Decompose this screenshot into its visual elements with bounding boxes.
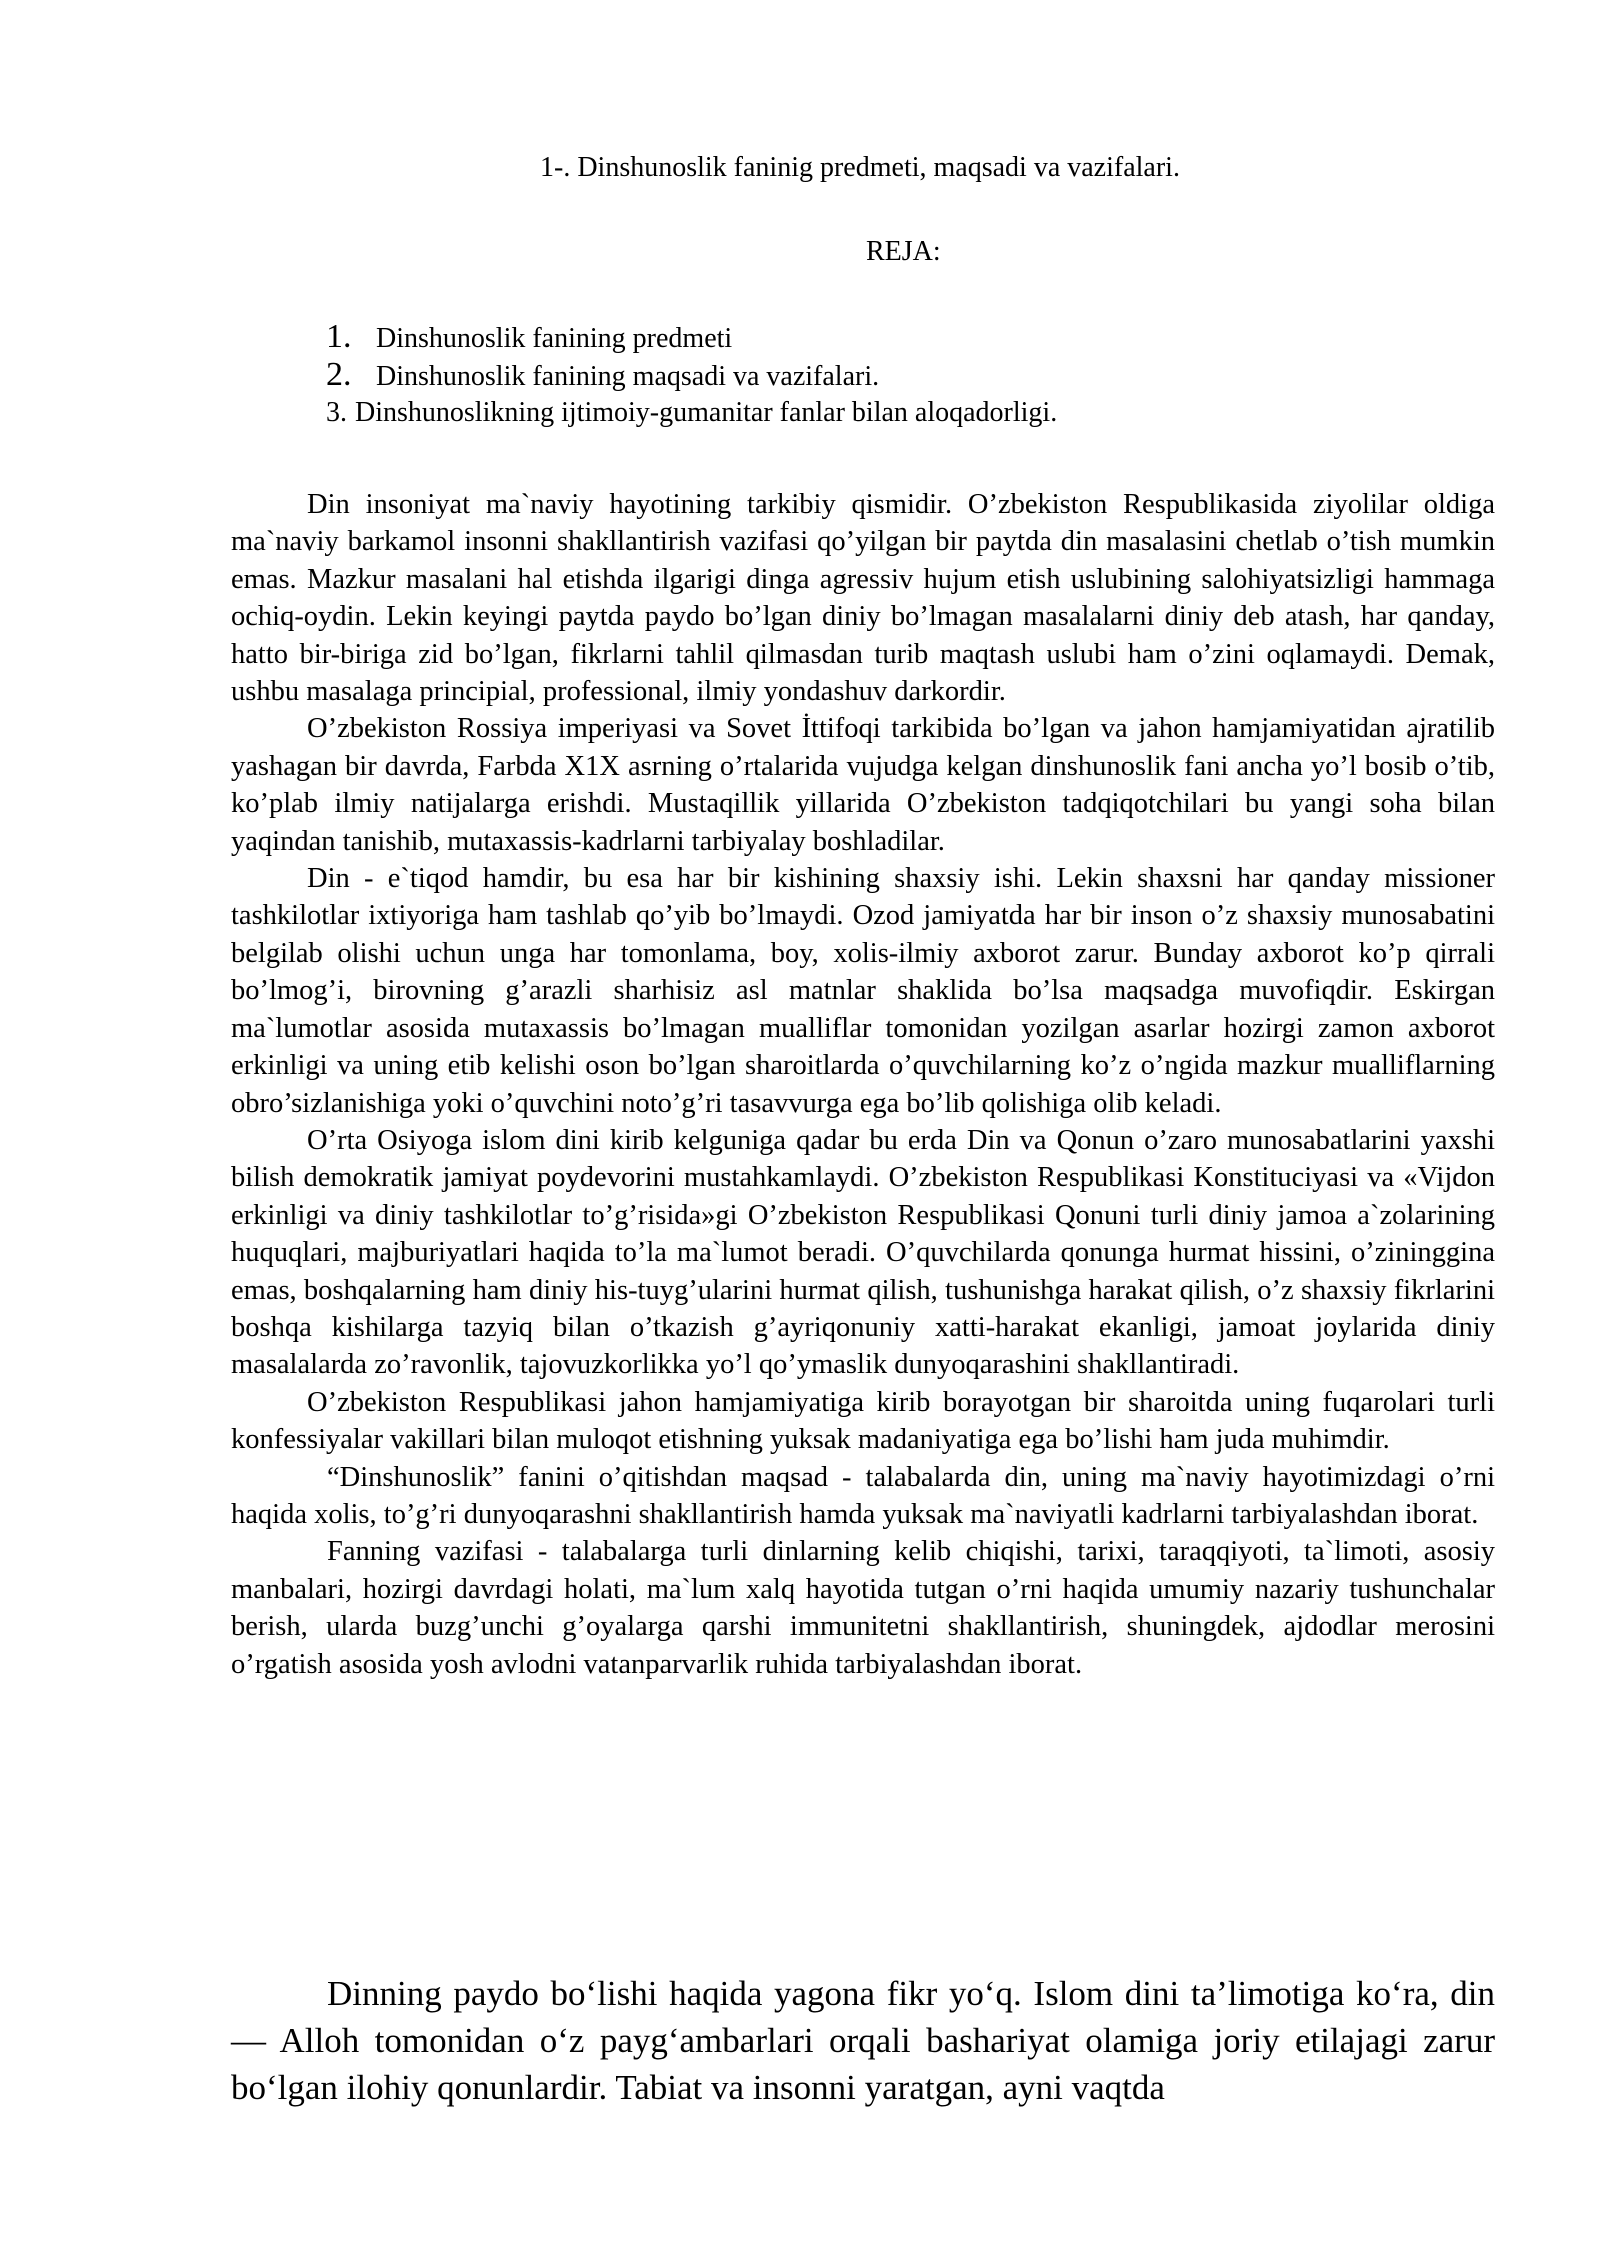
paragraph: O’zbekiston Respublikasi jahon hamjamiyatiga kirib borayotgan bir sharoitda uning fuqarolari turli konfessiyalar vakillari bilan muloqot etishning yuksak madaniyatiga ega bo’lishi ham juda muhimdir.	[231, 1386, 1495, 1456]
plan-item	[326, 318, 1057, 356]
plan-item	[326, 394, 1057, 432]
paragraph: Fanning vazifasi - talabalarga turli dinlarning kelib chiqishi, tarixi, taraqqiyoti, ta`limoti, asosiy manbalari, hozirgi davrdagi holati, ma`lum xalq hayotida tutgan o’rni haqida umumiy nazariy tushunchalar berish, ularda buzg’unchi g’oyalarga qarshi immunitetni shakllantirish, shuningdek, ajdodlar merosini o’rgatish asosida yosh avlodni vatanparvarlik ruhida tarbiyalashdan iborat.	[231, 1536, 1495, 1680]
plan-item	[326, 356, 1057, 394]
body-text	[231, 486, 1495, 1683]
plan-item-text: Dinshunoslik fanining predmeti	[376, 323, 733, 354]
plan-item-text: Dinshunoslik fanining maqsadi va vazifalari.	[376, 361, 880, 392]
paragraph: O’rta Osiyoga islom dini kirib kelguniga qadar bu erda Din va Qonun o’zaro munosabatlarini yaxshi bilish demokratik jamiyat poydevorini mustahkamlaydi. O’zbekiston Respublikasi Konstituciyasi va «Vijdon erkinligi va diniy tashkilotlar to’g’risida»gi O’zbekiston Respublikasi Qonuni turli diniy jamoa a`zolarining huquqlari, majburiyatlari haqida to’la ma`lumot beradi. O’quvchilarda qonunga hurmat hissini, o’zininggina emas, boshqalarning ham diniy his-tuyg’ularini hurmat qilish, tushunishga harakat qilish, o’z shaxsiy fikrlarini boshqa kishilarga tazyiq bilan o’tkazish g’ayriqonuniy xatti-harakat ekanligi, jamoat joylarida diniy masalalarda zo’ravonlik, tajovuzkorlikka yo’l qo’ymaslik dunyoqarashini shakllantiradi.	[231, 1124, 1495, 1381]
plan-item-number: 3.	[326, 397, 347, 428]
paragraph: “Dinshunoslik” fanini o’qitishdan maqsad - talabalarda din, uning ma`naviy hayotimizdagi o’rni haqida xolis, to’g’ri dunyoqarashni shakllantirish hamda yuksak ma`naviyatli kadrlarni tarbiyalashdan iborat.	[231, 1461, 1495, 1530]
paragraph: Din insoniyat ma`naviy hayotining tarkibiy qismidir. O’zbekiston Respublikasida ziyolilar oldiga ma`naviy barkamol insonni shakllantirish vazifasi qo’yilgan bir paytda din masalasini chetlab o’tish mumkin emas. Mazkur masalani hal etishda ilgarigi dinga agressiv hujum etish uslubining salohiyatsizligi hammaga ochiq-oydin. Lekin keyingi paytda paydo bo’lgan diniy bo’lmagan masalalarni diniy deb atash, har qanday, hatto bir-biriga zid bo’lgan, fikrlarni tahlil qilmasdan turib maqtash uslubi ham o’zini oqlamaydi. Demak, ushbu masalaga principial, professional, ilmiy yondashuv darkordir.	[231, 489, 1495, 708]
paragraph: Din - e`tiqod hamdir, bu esa har bir kishining shaxsiy ishi. Lekin shaxsni har qanday missioner tashkilotlar ixtiyoriga ham tashlab qo’yib bo’lmaydi. Ozod jamiyatda har bir inson o’z shaxsiy munosabatini belgilab olishi uchun unga har tomonlama, boy, xolis-ilmiy axborot zarur. Bunday axborot ko’p qirrali bo’lmog’i, birovning g’arazli sharhisiz asl matnlar shaklida bo’lsa maqsadga muvofiqdir. Eskirgan ma`lumotlar asosida mutaxassis bo’lmagan mualliflar tomonidan yozilgan asarlar hozirgi zamon axborot erkinligi va uning etib kelishi oson bo’lgan sharoitlarda o’quvchilarning ko’z o’ngida mazkur mualliflarning obro’sizlanishiga yoki o’quvchini noto’g’ri tasavvurga ega bo’lib qolishiga olib keladi.	[231, 863, 1495, 1119]
plan-list	[326, 318, 1057, 432]
plan-heading: REJA:	[866, 236, 941, 267]
closing-paragraph: Dinning paydo bo‘lishi haqida yagona fikr yo‘q. Islom dini ta’limotiga ko‘ra, din — Alloh tomonidan o‘z payg‘ambarlari orqali bashariyat olamiga joriy etilajagi zarur bo‘lgan ilohiy qonunlardir. Tabiat va insonni yaratgan, ayni vaqtda	[231, 1974, 1495, 2107]
plan-item-text: Dinshunoslikning ijtimoiy-gumanitar fanlar bilan aloqadorligi.	[355, 397, 1058, 428]
paragraph: O’zbekiston Rossiya imperiyasi va Sovet İttifoqi tarkibida bo’lgan va jahon hamjamiyatidan ajratilib yashagan bir davrda, Farbda X1X asrning o’rtalarida vujudga kelgan dinshunoslik fani ancha yo’l bosib o’tib, ko’plab ilmiy natijalarga erishdi. Mustaqillik yillarida O’zbekiston tadqiqotchilari bu yangi soha bilan yaqindan tanishib, mutaxassis-kadrlarni tarbiyalay boshladilar.	[231, 713, 1495, 857]
plan-item-number: 2.	[326, 356, 352, 393]
document-title: 1-. Dinshunoslik faninig predmeti, maqsadi va vazifalari.	[540, 152, 1180, 183]
plan-item-number: 1.	[326, 318, 352, 355]
